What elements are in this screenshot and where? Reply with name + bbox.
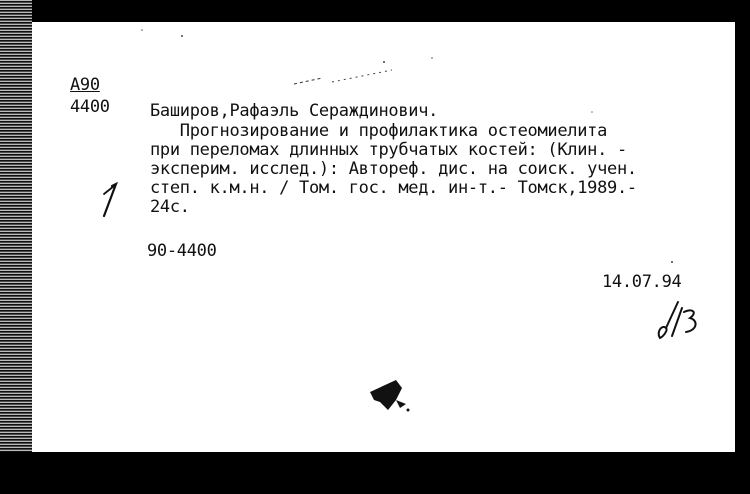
handwritten-signature-icon	[654, 298, 704, 342]
catalog-card	[32, 22, 735, 452]
scanner-edge-strip	[0, 0, 32, 452]
ink-blot	[366, 376, 412, 416]
title-line: Прогнозирование и профилактика остеомиелита	[150, 121, 608, 141]
title-line: при переломах длинных трубчатых костей: (Клин. -	[150, 140, 627, 160]
title-line: степ. к.м.н. / Том. гос. мед. ин-т.- Томск,1989.-	[150, 178, 637, 198]
call-number-shelf: А90	[70, 75, 100, 95]
inventory-number: 90-4400	[147, 241, 217, 261]
title-line: 24с.	[150, 197, 190, 217]
title-description-block	[150, 122, 637, 217]
catalog-date: 14.07.94	[602, 272, 682, 292]
handwritten-number-mark	[94, 182, 124, 220]
call-number-item: 4400	[70, 97, 110, 117]
author-heading: Баширов,Рафаэль Сераждинович.	[150, 101, 439, 121]
title-line: эксперим. исслед.): Автореф. дис. на соиск. учен.	[150, 159, 637, 179]
scanner-right-edge	[735, 0, 750, 452]
